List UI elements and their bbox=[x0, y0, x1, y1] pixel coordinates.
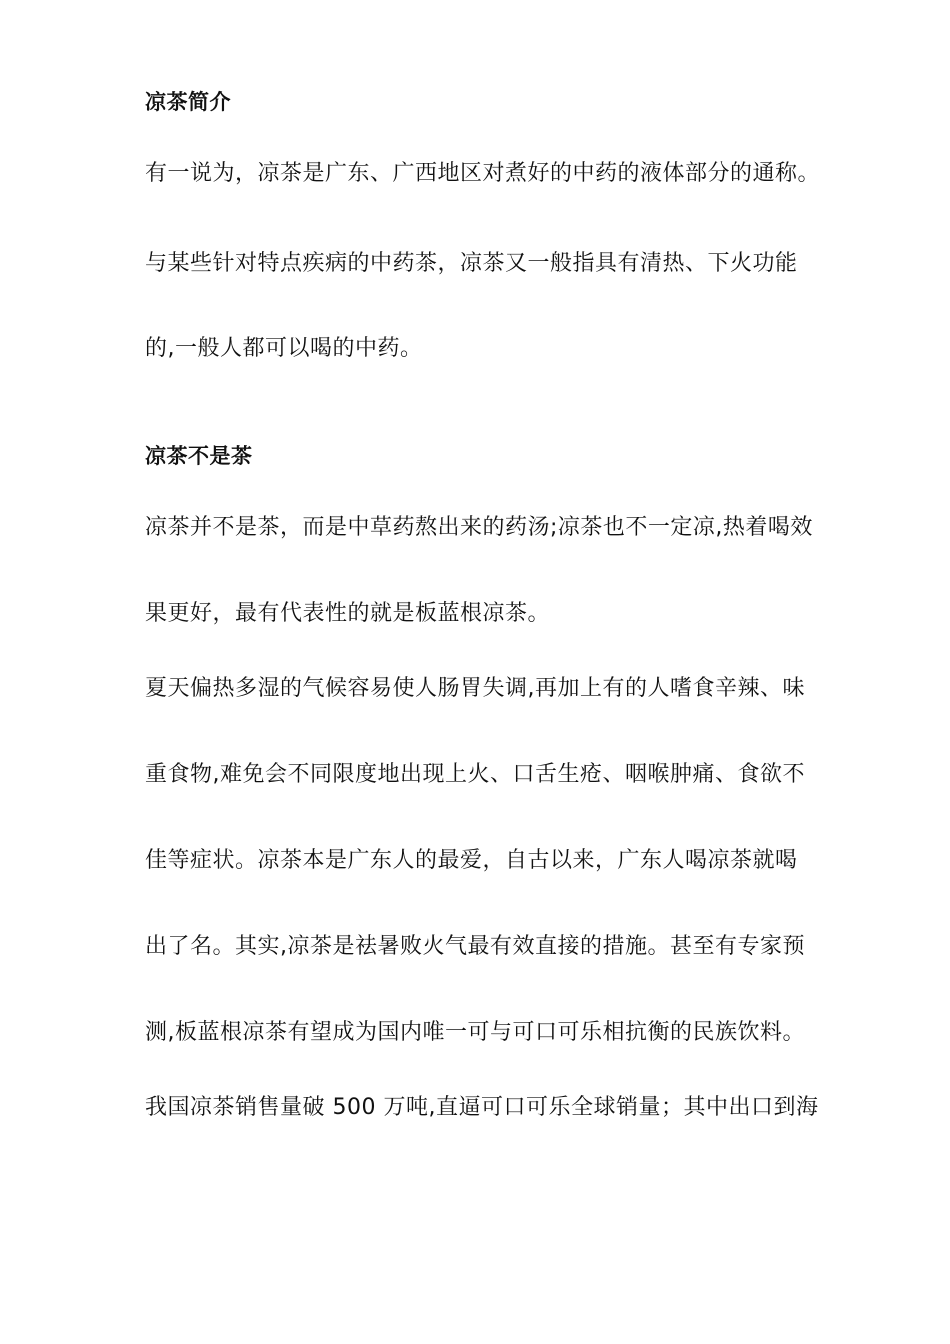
paragraph-line: 有一说为，凉茶是广东、广西地区对煮好的中药的液体部分的通称。 bbox=[145, 161, 821, 186]
paragraph-line: 我国凉茶销售量破 500 万吨,直逼可口可乐全球销量；其中出口到海 bbox=[145, 1095, 819, 1120]
paragraph-line: 夏天偏热多湿的气候容易使人肠胃失调,再加上有的人嗜食辛辣、味 bbox=[145, 676, 805, 701]
paragraph-line: 测,板蓝根凉茶有望成为国内唯一可与可口可乐相抗衡的民族饮料。 bbox=[145, 1020, 805, 1045]
section-heading-not-tea: 凉茶不是茶 bbox=[145, 444, 253, 468]
paragraph-line: 佳等症状。凉茶本是广东人的最爱，自古以来，广东人喝凉茶就喝 bbox=[145, 848, 798, 873]
section-heading-intro: 凉茶简介 bbox=[145, 90, 231, 114]
paragraph-line: 出了名。其实,凉茶是祛暑败火气最有效直接的措施。甚至有专家预 bbox=[145, 934, 805, 959]
paragraph-line: 凉茶并不是茶，而是中草药熬出来的药汤;凉茶也不一定凉,热着喝效 bbox=[145, 515, 813, 540]
paragraph-line: 重食物,难免会不同限度地出现上火、口舌生疮、咽喉肿痛、食欲不 bbox=[145, 762, 805, 787]
paragraph-line: 的,一般人都可以喝的中药。 bbox=[145, 336, 423, 361]
paragraph-line: 果更好，最有代表性的就是板蓝根凉茶。 bbox=[145, 601, 551, 626]
paragraph-line: 与某些针对特点疾病的中药茶，凉茶又一般指具有清热、下火功能 bbox=[145, 251, 798, 276]
